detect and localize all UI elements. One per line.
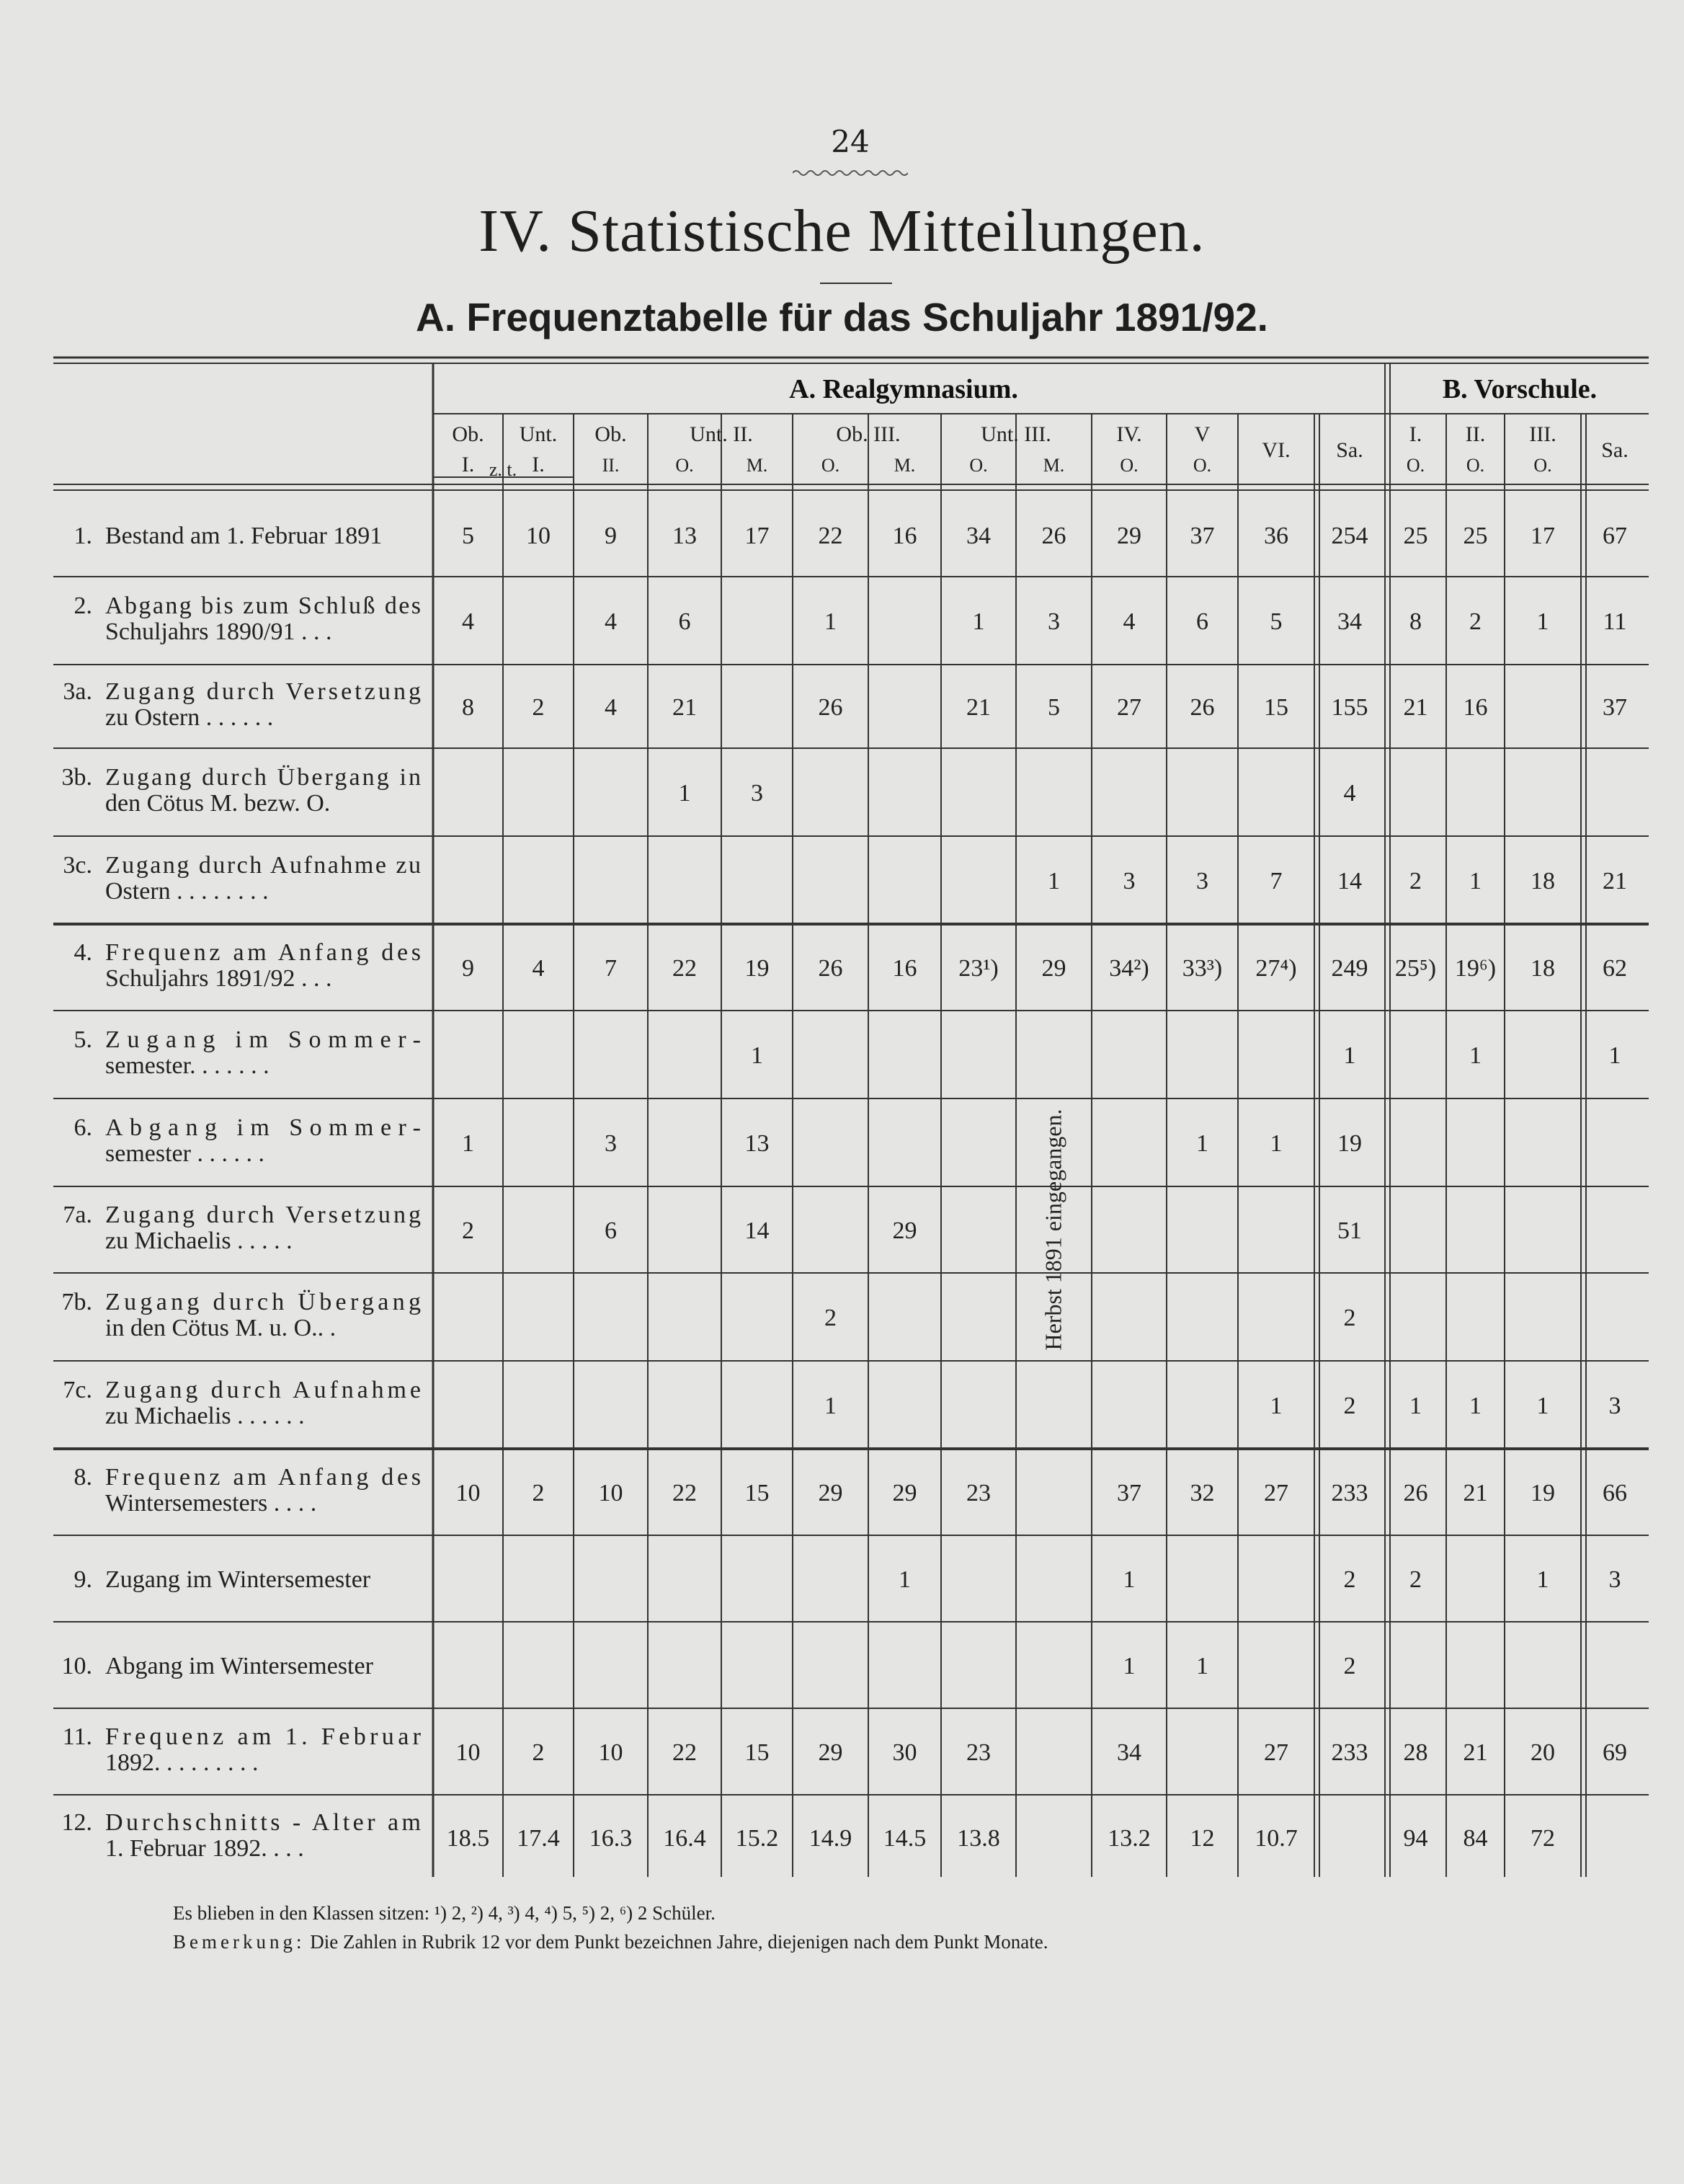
table-cell: 10 xyxy=(598,1480,623,1506)
table-cell: 1 xyxy=(1196,1653,1208,1679)
table-cell: 6 xyxy=(678,608,691,635)
table-cell: 18.5 xyxy=(446,1825,490,1852)
row-label: Zugang durch Aufnahme xyxy=(105,1377,421,1403)
row-label: Schuljahrs 1891/92 . . . xyxy=(105,965,332,992)
table-cell: 12 xyxy=(1190,1825,1215,1852)
table-cell: 8 xyxy=(462,694,474,721)
table-cell: 4 xyxy=(532,955,545,982)
row-label: Zugang durch Versetzung xyxy=(105,1202,421,1228)
group-a-heading: A. Realgymnasium. xyxy=(789,374,1018,404)
table-cell: 11 xyxy=(1603,608,1627,635)
row-number: 2. xyxy=(73,592,92,619)
table-cell: 1 xyxy=(1469,1393,1482,1419)
row-number: 1. xyxy=(73,523,92,549)
table-cell: 3 xyxy=(1608,1566,1621,1593)
table-cell: 1 xyxy=(751,1042,763,1069)
row-label: Abgang bis zum Schluß des xyxy=(105,592,421,619)
table-cell: 2 xyxy=(1469,608,1482,635)
column-header-top: V xyxy=(1194,422,1211,446)
table-cell: 13 xyxy=(744,1130,770,1157)
column-header-bottom: O. xyxy=(1120,455,1139,476)
table-cell: 29 xyxy=(818,1739,843,1766)
row-number: 3b. xyxy=(61,764,92,791)
table-cell: 10 xyxy=(455,1480,481,1506)
column-header-bottom: O. xyxy=(1466,455,1485,476)
table-cell: 8 xyxy=(1409,608,1422,635)
column-header-top: III. xyxy=(1529,422,1556,446)
row-label: Zugang im Wintersemester xyxy=(105,1566,371,1593)
table-cell: 19 xyxy=(744,955,770,982)
row-label: den Cötus M. bezw. O. xyxy=(105,790,331,817)
table-cell: 14.9 xyxy=(808,1825,852,1852)
table-cell: 1 xyxy=(824,608,837,635)
table-cell: 14 xyxy=(744,1217,770,1244)
table-cell: 10 xyxy=(455,1739,481,1766)
row-number: 10. xyxy=(61,1653,92,1679)
bemerkung-text: Die Zahlen in Rubrik 12 vor dem Punkt bezeichnen Jahre, diejenigen nach dem Punkt Monate. xyxy=(305,1931,1048,1953)
table-title: A. Frequenztabelle für das Schuljahr 1891/92. xyxy=(416,295,1268,339)
table-cell: 21 xyxy=(1603,868,1627,895)
table-cell: 1 xyxy=(1048,868,1060,895)
row-label: Zugang durch Aufnahme zu xyxy=(105,852,421,879)
row-number: 8. xyxy=(73,1464,92,1491)
column-header-top: IV. xyxy=(1116,422,1142,446)
table-cell: 33³) xyxy=(1182,955,1223,982)
table-cell: 26 xyxy=(1041,523,1066,549)
table-cell: 17.4 xyxy=(517,1825,560,1852)
row-label: Ostern . . . . . . . . xyxy=(105,878,269,905)
row-label: Schuljahrs 1890/91 . . . xyxy=(105,618,332,645)
group-b-heading: B. Vorschule. xyxy=(1442,374,1598,404)
column-header-bottom: M. xyxy=(1043,455,1065,476)
row-label: Zugang durch Übergang xyxy=(105,1289,421,1315)
column-header-top: VI. xyxy=(1262,438,1291,462)
table-cell: 23¹) xyxy=(958,955,999,982)
table-cell: 10.7 xyxy=(1255,1825,1298,1852)
table-cell: 67 xyxy=(1603,523,1627,549)
table-cell: 84 xyxy=(1463,1825,1488,1852)
table-cell: 27⁴) xyxy=(1255,955,1297,982)
table-cell: 62 xyxy=(1603,955,1627,982)
table-cell: 249 xyxy=(1331,955,1368,982)
table-cell: 233 xyxy=(1331,1739,1368,1766)
table-cell: 1 xyxy=(1270,1393,1283,1419)
table-cell: 66 xyxy=(1603,1480,1627,1506)
table-cell: 94 xyxy=(1403,1825,1428,1852)
table-cell: 37 xyxy=(1603,694,1627,721)
column-header-top: II. xyxy=(1465,422,1486,446)
row-number: 7a. xyxy=(63,1202,92,1228)
table-cell: 36 xyxy=(1264,523,1288,549)
table-cell: 2 xyxy=(532,1480,545,1506)
table-cell: 5 xyxy=(1048,694,1060,721)
table-cell: 3 xyxy=(1608,1393,1621,1419)
table-cell: 254 xyxy=(1331,523,1368,549)
table-cell: 21 xyxy=(1463,1480,1488,1506)
table-cell: 1 xyxy=(1608,1042,1621,1069)
table-cell: 5 xyxy=(462,523,474,549)
table-cell: 4 xyxy=(1343,780,1356,807)
column-header-top: Sa. xyxy=(1336,438,1363,462)
table-cell: 1 xyxy=(678,780,691,807)
table-cell: 3 xyxy=(605,1130,617,1157)
table-cell: 16.3 xyxy=(589,1825,633,1852)
table-cell: 13.2 xyxy=(1108,1825,1151,1852)
table-cell: 15 xyxy=(744,1739,770,1766)
table-cell: 6 xyxy=(1196,608,1208,635)
page-number-ornament xyxy=(793,167,908,179)
table-cell: 69 xyxy=(1603,1739,1627,1766)
table-cell: 2 xyxy=(1343,1393,1356,1419)
table-cell: 26 xyxy=(818,694,843,721)
row-number: 5. xyxy=(73,1026,92,1053)
column-header-bottom: O. xyxy=(969,455,988,476)
table-cell: 1 xyxy=(1536,1566,1549,1593)
table-cell: 34 xyxy=(1117,1739,1141,1766)
table-cell: 32 xyxy=(1190,1480,1215,1506)
table-cell: 1 xyxy=(1270,1130,1283,1157)
table-cell: 34 xyxy=(1337,608,1362,635)
table-cell: 2 xyxy=(532,1739,545,1766)
table-cell: 4 xyxy=(605,608,617,635)
table-cell: 21 xyxy=(1403,694,1428,721)
row-number: 7c. xyxy=(63,1377,92,1403)
table-cell: 9 xyxy=(462,955,474,982)
row-label: Frequenz am Anfang des xyxy=(105,1464,421,1491)
column-header-top: I. xyxy=(1409,422,1422,446)
table-cell: 14.5 xyxy=(883,1825,927,1852)
row-number: 6. xyxy=(73,1114,92,1141)
table-cell: 1 xyxy=(1536,608,1549,635)
row-number: 12. xyxy=(61,1809,92,1836)
table-cell: 16 xyxy=(1463,694,1488,721)
column-header-top: Ob. xyxy=(594,422,627,446)
row-label: Abgang im Wintersemester xyxy=(105,1653,373,1679)
column-header-bottom: I. xyxy=(461,453,475,476)
row-label: Wintersemesters . . . . xyxy=(105,1490,317,1517)
table-cell: 1 xyxy=(1409,1393,1422,1419)
column-header-bottom: I. xyxy=(532,453,545,476)
table-cell: 4 xyxy=(462,608,474,635)
table-cell: 16 xyxy=(892,955,917,982)
table-cell: 233 xyxy=(1331,1480,1368,1506)
table-cell: 1 xyxy=(1123,1653,1136,1679)
column-header-bottom: M. xyxy=(894,455,916,476)
bemerkung-label: Bemerkung: xyxy=(173,1931,306,1953)
table-cell: 3 xyxy=(751,780,763,807)
table-cell: 1 xyxy=(972,608,985,635)
table-cell: 27 xyxy=(1117,694,1141,721)
column-header-bottom: O. xyxy=(1406,455,1425,476)
column-header-bottom: O. xyxy=(675,455,694,476)
table-cell: 37 xyxy=(1117,1480,1141,1506)
row-label: Frequenz am 1. Februar xyxy=(105,1723,421,1750)
column-header-bottom: O. xyxy=(821,455,840,476)
column-header-top: Unt. II. xyxy=(690,422,753,446)
table-cell: 14 xyxy=(1337,868,1362,895)
table-cell: 15.2 xyxy=(735,1825,779,1852)
table-cell: 72 xyxy=(1531,1825,1555,1852)
table-cell: 13 xyxy=(672,523,697,549)
title-rule xyxy=(820,283,892,284)
table-cell: 2 xyxy=(1409,868,1422,895)
table-cell: 2 xyxy=(1343,1566,1356,1593)
table-cell: 3 xyxy=(1123,868,1136,895)
table-cell: 4 xyxy=(1123,608,1136,635)
column-header-bottom: O. xyxy=(1193,455,1212,476)
table-cell: 17 xyxy=(1531,523,1555,549)
row-label: Frequenz am Anfang des xyxy=(105,939,421,966)
table-cell: 23 xyxy=(966,1739,991,1766)
table-cell: 19 xyxy=(1337,1130,1362,1157)
row-label: Zugang durch Übergang in xyxy=(105,764,421,791)
row-label: Zugang durch Versetzung xyxy=(105,678,421,705)
row-label: Abgang im Sommer- xyxy=(105,1114,421,1141)
table-cell: 25 xyxy=(1463,523,1488,549)
row-label: semester. . . . . . . xyxy=(105,1052,269,1079)
table-cell: 20 xyxy=(1531,1739,1555,1766)
table-cell: 27 xyxy=(1264,1739,1288,1766)
table-cell: 2 xyxy=(462,1217,474,1244)
footnote-bemerkung xyxy=(173,1927,1542,1956)
row-label: zu Michaelis . . . . . . xyxy=(105,1403,305,1429)
table-cell: 5 xyxy=(1270,608,1283,635)
table-cell: 26 xyxy=(1190,694,1215,721)
table-cell: 30 xyxy=(892,1739,917,1766)
column-header-top: Unt. xyxy=(519,422,558,446)
table-cell: 21 xyxy=(966,694,991,721)
table-cell: 29 xyxy=(1117,523,1141,549)
table-cell: 1 xyxy=(1343,1042,1356,1069)
row-number: 3a. xyxy=(63,678,92,705)
column-header-top: Unt. III. xyxy=(981,422,1051,446)
table-cell: 1 xyxy=(462,1130,474,1157)
table-cell: 16 xyxy=(892,523,917,549)
footnote-sitzen: Es blieben in den Klassen sitzen: ¹) 2, ²) 4, ³) 4, ⁴) 5, ⁵) 2, ⁶) 2 Schüler. xyxy=(173,1902,716,1924)
table-cell: 3 xyxy=(1048,608,1060,635)
column-header-bottom: II. xyxy=(602,455,620,476)
table-cell: 51 xyxy=(1337,1217,1362,1244)
table-cell: 15 xyxy=(744,1480,770,1506)
table-cell: 1 xyxy=(1123,1566,1136,1593)
row-label: 1. Februar 1892. . . . xyxy=(105,1835,304,1862)
herbst-note: Herbst 1891 eingegangen. xyxy=(1040,1109,1066,1351)
table-cell: 26 xyxy=(818,955,843,982)
table-cell: 7 xyxy=(1270,868,1283,895)
table-cell: 25⁵) xyxy=(1394,955,1437,982)
row-label: Durchschnitts - Alter am xyxy=(105,1809,421,1836)
row-label: semester . . . . . . xyxy=(105,1140,264,1167)
table-cell: 155 xyxy=(1331,694,1368,721)
table-cell: 25 xyxy=(1403,523,1428,549)
row-label: zu Ostern . . . . . . xyxy=(105,704,274,731)
column-header-top: Sa. xyxy=(1601,438,1629,462)
table-cell: 2 xyxy=(1409,1566,1422,1593)
row-label: Bestand am 1. Februar 1891 xyxy=(105,523,383,549)
table-cell: 1 xyxy=(1469,1042,1482,1069)
column-header-bottom: O. xyxy=(1533,455,1552,476)
row-label: in den Cötus M. u. O.. . xyxy=(105,1315,337,1341)
table-cell: 37 xyxy=(1190,523,1215,549)
table-cell: 23 xyxy=(966,1480,991,1506)
table-cell: 2 xyxy=(824,1305,837,1331)
page-number: 24 xyxy=(831,124,870,159)
table-cell: 19⁶) xyxy=(1454,955,1497,982)
frequency-table xyxy=(53,356,1649,1877)
table-cell: 1 xyxy=(824,1393,837,1419)
row-number: 4. xyxy=(73,939,92,966)
table-cell: 10 xyxy=(598,1739,623,1766)
row-label: 1892. . . . . . . . . xyxy=(105,1749,259,1776)
row-number: 3c. xyxy=(63,852,92,879)
table-cell: 26 xyxy=(1403,1480,1428,1506)
table-cell: 27 xyxy=(1264,1480,1288,1506)
table-cell: 1 xyxy=(1536,1393,1549,1419)
table-cell: 29 xyxy=(892,1217,917,1244)
column-header-top: Ob. III. xyxy=(836,422,901,446)
table-cell: 18 xyxy=(1531,955,1555,982)
table-cell: 18 xyxy=(1531,868,1555,895)
zt-label: z. t. xyxy=(489,459,517,480)
table-cell: 9 xyxy=(605,523,617,549)
table-cell: 1 xyxy=(1469,868,1482,895)
table-cell: 7 xyxy=(605,955,617,982)
table-cell: 28 xyxy=(1403,1739,1428,1766)
footnotes xyxy=(173,1899,1542,1956)
table-cell: 21 xyxy=(672,694,697,721)
table-cell: 10 xyxy=(526,523,551,549)
column-header-top: Ob. xyxy=(452,422,484,446)
row-label: Zugang im Sommer- xyxy=(105,1026,421,1053)
page-title: IV. Statistische Mitteilungen. xyxy=(478,197,1206,265)
table-cell: 21 xyxy=(1463,1739,1488,1766)
table-cell: 13.8 xyxy=(957,1825,1000,1852)
row-number: 7b. xyxy=(61,1289,92,1315)
table-cell: 22 xyxy=(672,1480,697,1506)
table-cell: 29 xyxy=(892,1480,917,1506)
row-number: 9. xyxy=(73,1566,92,1593)
table-cell: 15 xyxy=(1264,694,1288,721)
row-label: zu Michaelis . . . . . xyxy=(105,1228,293,1254)
table-cell: 29 xyxy=(1041,955,1066,982)
table-cell: 19 xyxy=(1531,1480,1555,1506)
table-cell: 29 xyxy=(818,1480,843,1506)
table-cell: 1 xyxy=(1196,1130,1208,1157)
row-number: 11. xyxy=(62,1723,92,1750)
column-header-bottom: M. xyxy=(746,455,768,476)
table-cell: 2 xyxy=(1343,1653,1356,1679)
table-cell: 22 xyxy=(818,523,843,549)
table-cell: 6 xyxy=(605,1217,617,1244)
table-cell: 1 xyxy=(899,1566,911,1593)
table-cell: 2 xyxy=(532,694,545,721)
table-cell: 16.4 xyxy=(663,1825,706,1852)
table-cell: 34²) xyxy=(1109,955,1149,982)
table-cell: 17 xyxy=(744,523,770,549)
table-cell: 3 xyxy=(1196,868,1208,895)
table-cell: 4 xyxy=(605,694,617,721)
table-cell: 22 xyxy=(672,955,697,982)
table-cell: 22 xyxy=(672,1739,697,1766)
table-cell: 2 xyxy=(1343,1305,1356,1331)
table-cell: 34 xyxy=(966,523,991,549)
